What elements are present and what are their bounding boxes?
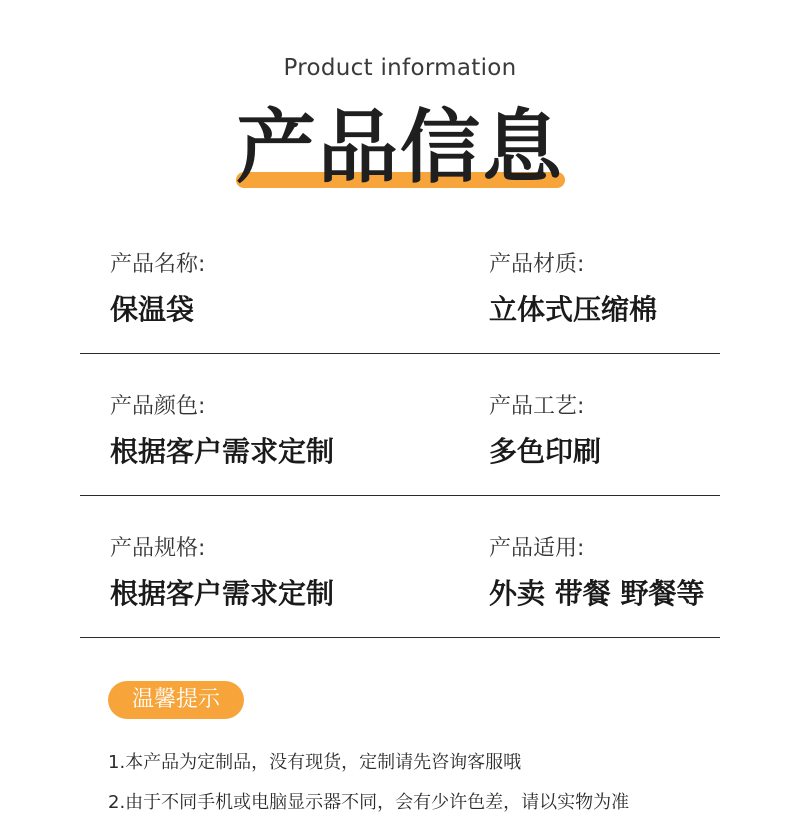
info-row <box>80 212 720 354</box>
info-value: 根据客户需求定制 <box>110 577 335 610</box>
page-subtitle: Product information <box>283 55 517 81</box>
info-value: 保温袋 <box>110 293 195 326</box>
title-block <box>0 100 800 200</box>
info-label: 产品材质: <box>489 252 585 277</box>
info-label: 产品规格: <box>110 536 206 561</box>
tip-note: 1.本产品为定制品，没有现货，定制请先咨询客服哦 <box>108 752 522 773</box>
info-label: 产品名称: <box>110 252 206 277</box>
info-label: 产品工艺: <box>489 394 585 419</box>
info-value: 外卖 带餐 野餐等 <box>489 577 705 610</box>
info-label: 产品适用: <box>489 536 585 561</box>
info-value: 根据客户需求定制 <box>110 435 335 468</box>
info-value: 多色印刷 <box>489 435 602 468</box>
tips-badge: 温馨提示 <box>108 681 244 719</box>
info-row <box>80 354 720 496</box>
info-value: 立体式压缩棉 <box>489 293 658 326</box>
info-label: 产品颜色: <box>110 394 206 419</box>
info-row <box>80 496 720 638</box>
tip-note: 2.由于不同手机或电脑显示器不同，会有少许色差，请以实物为准 <box>108 792 630 813</box>
product-info-table <box>80 212 720 638</box>
page-title: 产品信息 <box>236 101 564 194</box>
